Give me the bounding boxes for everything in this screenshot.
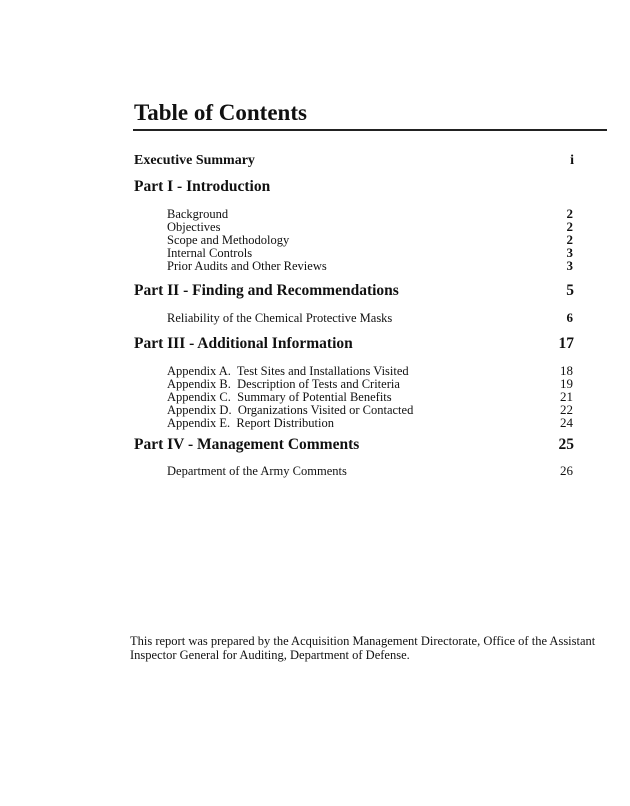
title-divider: [133, 129, 607, 131]
section-page: 17: [558, 335, 574, 352]
toc-item: [167, 377, 573, 391]
item-page: 2: [566, 219, 573, 234]
item-label: Appendix C. Summary of Potential Benefits: [167, 390, 392, 404]
toc-item: [167, 233, 573, 247]
page-title: Table of Contents: [134, 100, 307, 125]
item-label: Appendix E. Report Distribution: [167, 416, 334, 430]
toc-section-part3: [134, 335, 574, 353]
entry-label: Executive Summary: [134, 153, 255, 168]
section-page: 25: [558, 436, 574, 453]
item-label: Internal Controls: [167, 246, 253, 260]
entry-page: i: [570, 153, 574, 168]
item-page: 19: [560, 376, 573, 391]
toc-item: [167, 416, 573, 430]
section-label: Part I - Introduction: [134, 178, 271, 195]
item-page: 2: [566, 232, 573, 247]
item-page: 24: [560, 415, 573, 430]
section-label: Part II - Finding and Recommendations: [134, 282, 399, 299]
toc-item: [167, 246, 573, 260]
item-label: Scope and Methodology: [167, 233, 290, 247]
item-page: 26: [560, 463, 573, 478]
toc-item: [167, 207, 573, 221]
section-label: Part III - Additional Information: [134, 335, 353, 352]
toc-item: [167, 311, 573, 325]
toc-item: [167, 390, 573, 404]
item-page: 3: [566, 245, 573, 260]
item-page: 6: [566, 310, 573, 325]
section-label: Part IV - Management Comments: [134, 436, 360, 453]
toc-item: [167, 403, 573, 417]
item-label: Appendix A. Test Sites and Installations Visited: [167, 364, 409, 378]
item-label: Appendix D. Organizations Visited or Contacted: [167, 403, 414, 417]
toc-item: [167, 464, 573, 478]
toc-section-part1: [134, 178, 574, 196]
toc-entry-executive-summary: [134, 153, 574, 169]
item-page: 3: [566, 258, 573, 273]
item-label: Department of the Army Comments: [167, 464, 347, 478]
toc-section-part2: [134, 282, 574, 300]
report-prepared-by-note: This report was prepared by the Acquisition Management Directorate, Office of the Assistant Inspector General for Auditing, Department of Defense.: [130, 634, 596, 662]
item-label: Prior Audits and Other Reviews: [167, 259, 327, 273]
toc-item: [167, 364, 573, 378]
item-page: 18: [560, 363, 573, 378]
toc-item: [167, 220, 573, 234]
item-label: Reliability of the Chemical Protective Masks: [167, 311, 393, 325]
toc-item: [167, 259, 573, 273]
item-label: Objectives: [167, 220, 221, 234]
section-page: 5: [566, 282, 574, 299]
item-page: 21: [560, 389, 573, 404]
item-page: 2: [566, 206, 573, 221]
item-label: Background: [167, 207, 229, 221]
toc-section-part4: [134, 436, 574, 454]
item-label: Appendix B. Description of Tests and Criteria: [167, 377, 400, 391]
item-page: 22: [560, 402, 573, 417]
